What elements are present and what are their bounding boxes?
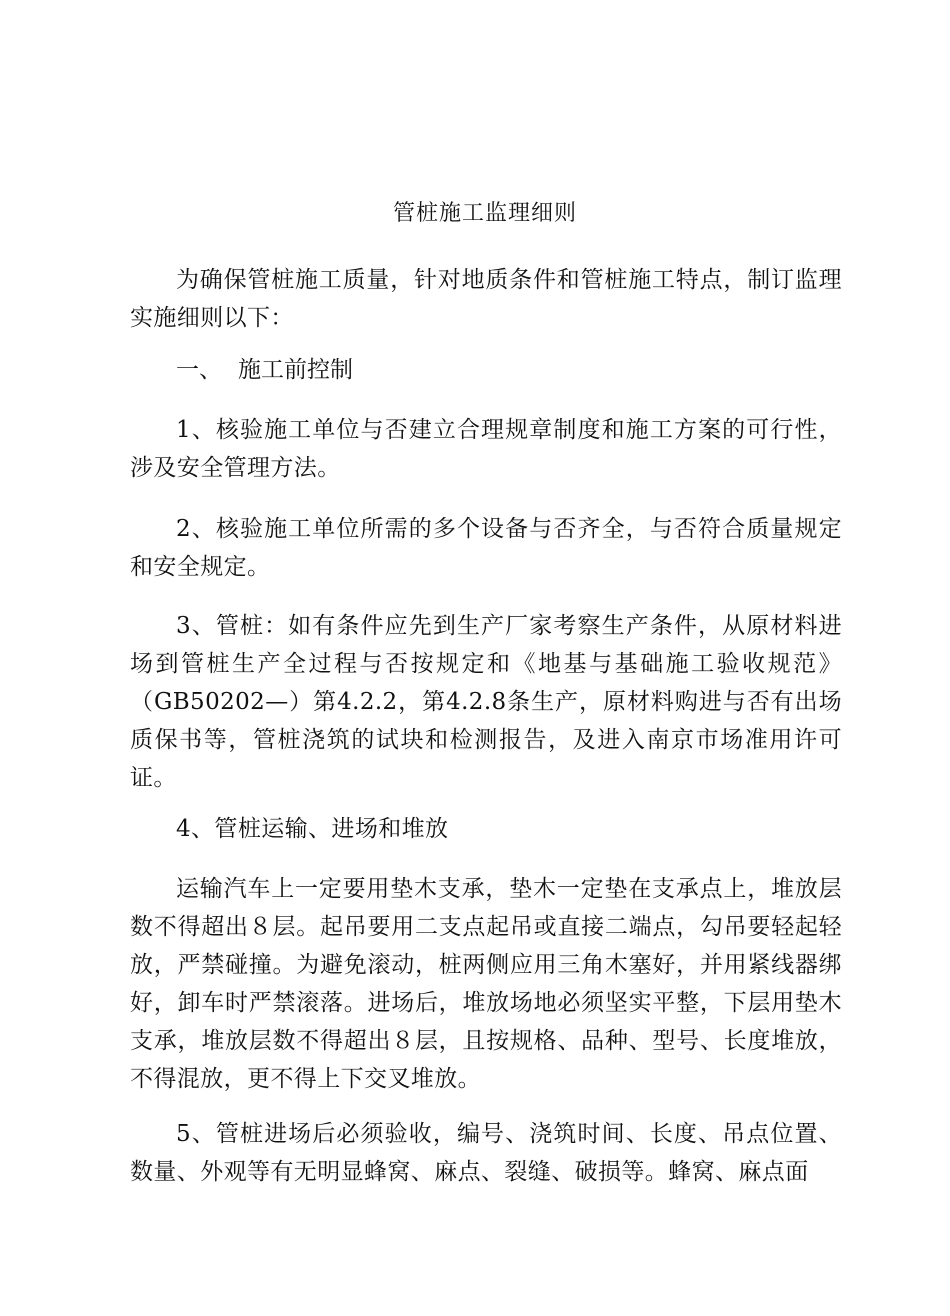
paragraph-item-5: 5、管桩进场后必须验收，编号、浇筑时间、长度、吊点位置、数量、外观等有无明显蜂窝、麻点、裂缝、破损等。蜂窝、麻点面 (130, 1121, 842, 1185)
paragraph-item-1: 1、核验施工单位与否建立合理规章制度和施工方案的可行性，涉及安全管理方法。 (130, 417, 842, 481)
document-title: 管桩施工监理细则 (392, 201, 577, 226)
section-number: 一、 (176, 357, 222, 383)
paragraph-item-3: 3、管桩：如有条件应先到生产厂家考察生产条件，从原材料进场到管桩生产全过程与否按规定和《地基与基础施工验收规范》（GB50202—）第4.2.2，第4.2.8条生产，原材料购进与否有出场质保书等，管桩浇筑的试块和检测报告，及进入南京市场准用许可证。 (130, 613, 842, 791)
paragraph-item-4-heading: 4、管桩运输、进场和堆放 (176, 816, 449, 842)
section-heading (176, 351, 353, 389)
paragraph-item-4-body: 运输汽车上一定要用垫木支承，垫木一定垫在支承点上，堆放层数不得超出８层。起吊要用二支点起吊或直接二端点，勾吊要轻起轻放，严禁碰撞。为避免滚动，桩两侧应用三角木塞好，并用紧线器绑好，卸车时严禁滚落。进场后，堆放场地必须坚实平整，下层用垫木支承，堆放层数不得超出８层，且按规格、品种、型号、长度堆放，不得混放，更不得上下交叉堆放。 (130, 876, 842, 1092)
intro-paragraph: 为确保管桩施工质量，针对地质条件和管桩施工特点，制订监理实施细则以下： (130, 267, 842, 331)
paragraph-item-2: 2、核验施工单位所需的多个设备与否齐全，与否符合质量规定和安全规定。 (130, 516, 842, 580)
section-label: 施工前控制 (238, 357, 353, 383)
